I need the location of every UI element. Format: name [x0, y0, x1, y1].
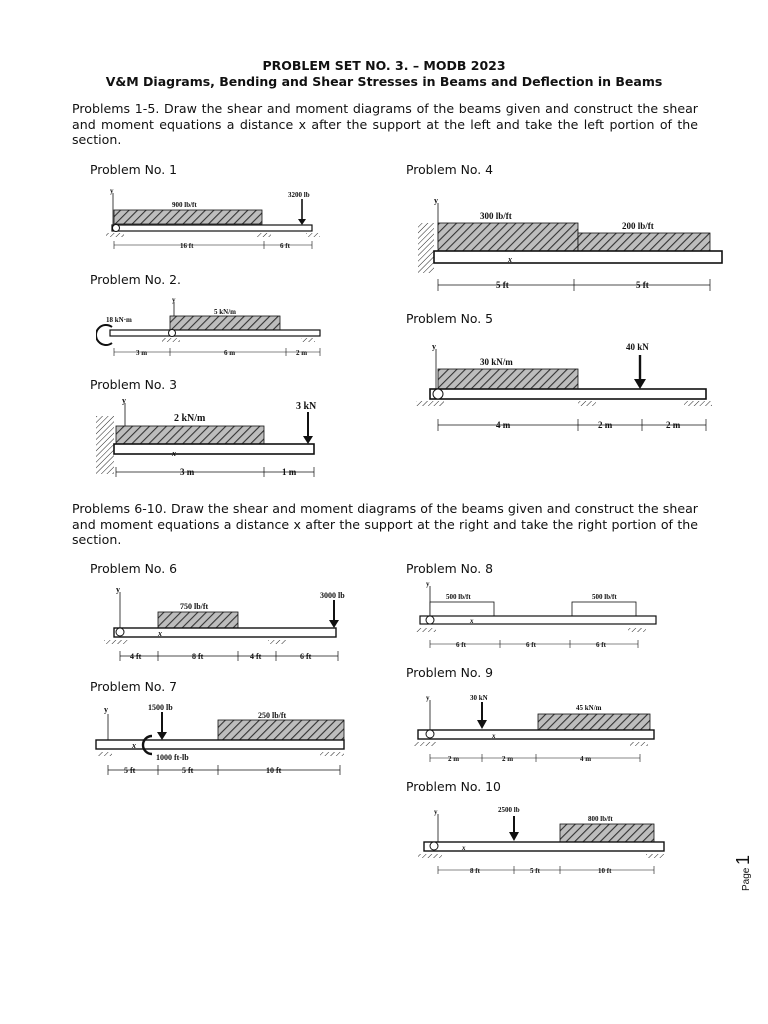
roller-support [301, 338, 315, 342]
pin-support [169, 330, 176, 337]
y-axis-label: y [122, 396, 126, 405]
point-load-label: 3000 lb [320, 591, 345, 600]
roller-support [628, 628, 646, 632]
problem-2-figure [96, 294, 331, 364]
dimension-label: 4 m [496, 420, 511, 430]
beam [112, 225, 312, 231]
beam [430, 389, 706, 399]
pin-support [414, 742, 436, 746]
point-load-label: 2500 lb [498, 806, 520, 814]
y-axis-label: y [434, 808, 438, 816]
y-axis-label: y [432, 342, 436, 351]
dimension-label: 2 m [502, 755, 514, 763]
page-number-value: 1 [733, 854, 753, 865]
fixed-support [418, 223, 434, 273]
point-load-label: 30 kN [470, 694, 488, 702]
y-axis-label: y [172, 296, 176, 304]
beam [420, 616, 656, 624]
dimension-label: 1 m [282, 467, 297, 477]
section2-instructions: Problems 6-10. Draw the shear and moment diagrams of the beams given and construct the shear and moment equations a distance x after the support at the right and take the right portion of the section. [72, 501, 698, 547]
x-axis-label: x [462, 844, 466, 852]
problem-1-label: Problem No. 1 [90, 162, 177, 177]
problem-8-figure [412, 580, 667, 652]
udl-label: 30 kN/m [480, 357, 513, 367]
page-word: Page [741, 867, 752, 891]
point-load-label: 3200 lb [288, 191, 310, 199]
dimension-label: 2 m [448, 755, 460, 763]
distributed-load [438, 223, 578, 251]
point-load-label: 40 kN [626, 342, 649, 352]
x-axis-label: x [470, 617, 474, 625]
x-axis-label: x [172, 449, 176, 458]
roller-support [646, 854, 664, 858]
roller-support [268, 640, 286, 644]
udl-label: 250 lb/ft [258, 711, 287, 720]
y-axis-label: y [426, 580, 430, 588]
dimension-label: 3 m [136, 349, 148, 357]
dimension-label: 5 ft [636, 280, 649, 290]
udl-label: 200 lb/ft [622, 221, 654, 231]
distributed-load [438, 369, 578, 389]
dimension-label: 8 ft [470, 867, 480, 875]
pin-support [113, 225, 120, 232]
dimension-label: 3 m [180, 467, 195, 477]
problem-9-label: Problem No. 9 [406, 665, 493, 680]
problem-9-figure [408, 690, 668, 770]
dimension-label: 4 ft [250, 652, 262, 661]
dimension-label: 6 ft [280, 242, 290, 250]
y-axis-label: y [434, 196, 438, 205]
dimension-label: 6 ft [456, 641, 466, 649]
dimension-label: 6 ft [596, 641, 606, 649]
udl-label: 5 kN/m [214, 308, 236, 316]
dimension-label: 2 m [598, 420, 613, 430]
dimension-label: 4 m [580, 755, 592, 763]
dimension-label: 5 ft [530, 867, 540, 875]
distributed-load [560, 824, 654, 842]
udl-label: 500 lb/ft [446, 593, 471, 601]
beam [114, 628, 336, 637]
dimension-label: 6 ft [526, 641, 536, 649]
dimension-label: 5 ft [124, 766, 136, 775]
distributed-load [170, 316, 280, 330]
dimension-label: 10 ft [266, 766, 282, 775]
pin-support [418, 854, 442, 858]
problem-5-figure [412, 337, 722, 437]
dimension-label: 4 ft [130, 652, 142, 661]
problem-5-label: Problem No. 5 [406, 311, 493, 326]
pin-support [320, 752, 344, 756]
beam [424, 842, 664, 851]
distributed-load [538, 714, 650, 730]
distributed-load [158, 612, 238, 628]
fixed-support [96, 416, 114, 474]
point-load-label: 1500 lb [148, 703, 173, 712]
moment-label: 18 kN·m [106, 316, 132, 324]
dimension-label: 6 m [224, 349, 236, 357]
udl-label: 500 lb/ft [592, 593, 617, 601]
moment-label: 1000 ft-lb [156, 753, 189, 762]
problem-6-label: Problem No. 6 [90, 561, 177, 576]
x-axis-label: x [132, 741, 136, 750]
roller-support [684, 401, 712, 406]
point-load-label: 3 kN [296, 401, 317, 412]
problem-1-figure [94, 185, 329, 260]
problem-4-label: Problem No. 4 [406, 162, 493, 177]
beam [110, 330, 320, 336]
udl-label: 2 kN/m [174, 413, 206, 424]
roller-support [578, 401, 596, 406]
dimension-label: 8 ft [192, 652, 204, 661]
y-axis-label: y [110, 187, 114, 195]
distributed-load [116, 426, 264, 444]
pin-support [416, 628, 436, 632]
dimension-label: 2 m [296, 349, 308, 357]
y-axis-label: y [116, 585, 120, 594]
x-axis-label: x [492, 732, 496, 740]
udl-label: 300 lb/ft [480, 211, 512, 221]
y-axis-label: y [426, 694, 430, 702]
udl-label: 800 lb/ft [588, 815, 613, 823]
x-axis-label: x [508, 255, 512, 264]
document-subtitle: V&M Diagrams, Bending and Shear Stresses in Beams and Deflection in Beams [105, 74, 663, 89]
roller-support [257, 233, 271, 237]
roller-support [98, 752, 112, 756]
y-axis-label: y [104, 705, 108, 714]
distributed-load [114, 210, 262, 224]
problem-7-label: Problem No. 7 [90, 679, 177, 694]
distributed-load [578, 233, 710, 251]
problem-3-label: Problem No. 3 [90, 377, 177, 392]
x-axis-label: x [158, 629, 162, 638]
document-title: PROBLEM SET NO. 3. – MODB 2023 [262, 58, 506, 73]
dimension-label: 5 ft [182, 766, 194, 775]
udl-label: 900 lb/ft [172, 201, 197, 209]
pin-support [416, 401, 444, 406]
dimension-label: 5 ft [496, 280, 509, 290]
beam [418, 730, 654, 739]
distributed-load [218, 720, 344, 740]
dimension-label: 2 m [666, 420, 681, 430]
dimension-label: 10 ft [598, 867, 612, 875]
dimension-label: 16 ft [180, 242, 194, 250]
dimension-label: 6 ft [300, 652, 312, 661]
problem-6-figure [100, 582, 350, 666]
pin-support [104, 640, 128, 644]
beam [434, 251, 722, 263]
section1-instructions: Problems 1-5. Draw the shear and moment diagrams of the beams given and construct the shear and moment equations a distance x after the support at the left and take the left portion of the section. [72, 101, 698, 147]
udl-label: 45 kN/m [576, 704, 602, 712]
problem-10-label: Problem No. 10 [406, 779, 501, 794]
udl-label: 750 lb/ft [180, 602, 209, 611]
problem-8-label: Problem No. 8 [406, 561, 493, 576]
problem-10-figure [410, 802, 675, 882]
problem-2-label: Problem No. 2. [90, 272, 181, 287]
distributed-load [572, 602, 636, 616]
problem-7-figure [92, 700, 362, 780]
page-number [724, 846, 764, 896]
problem-3-figure [96, 394, 326, 484]
beam [114, 444, 314, 454]
roller-support [630, 742, 648, 746]
problem-4-figure [418, 193, 728, 293]
distributed-load [430, 602, 494, 616]
